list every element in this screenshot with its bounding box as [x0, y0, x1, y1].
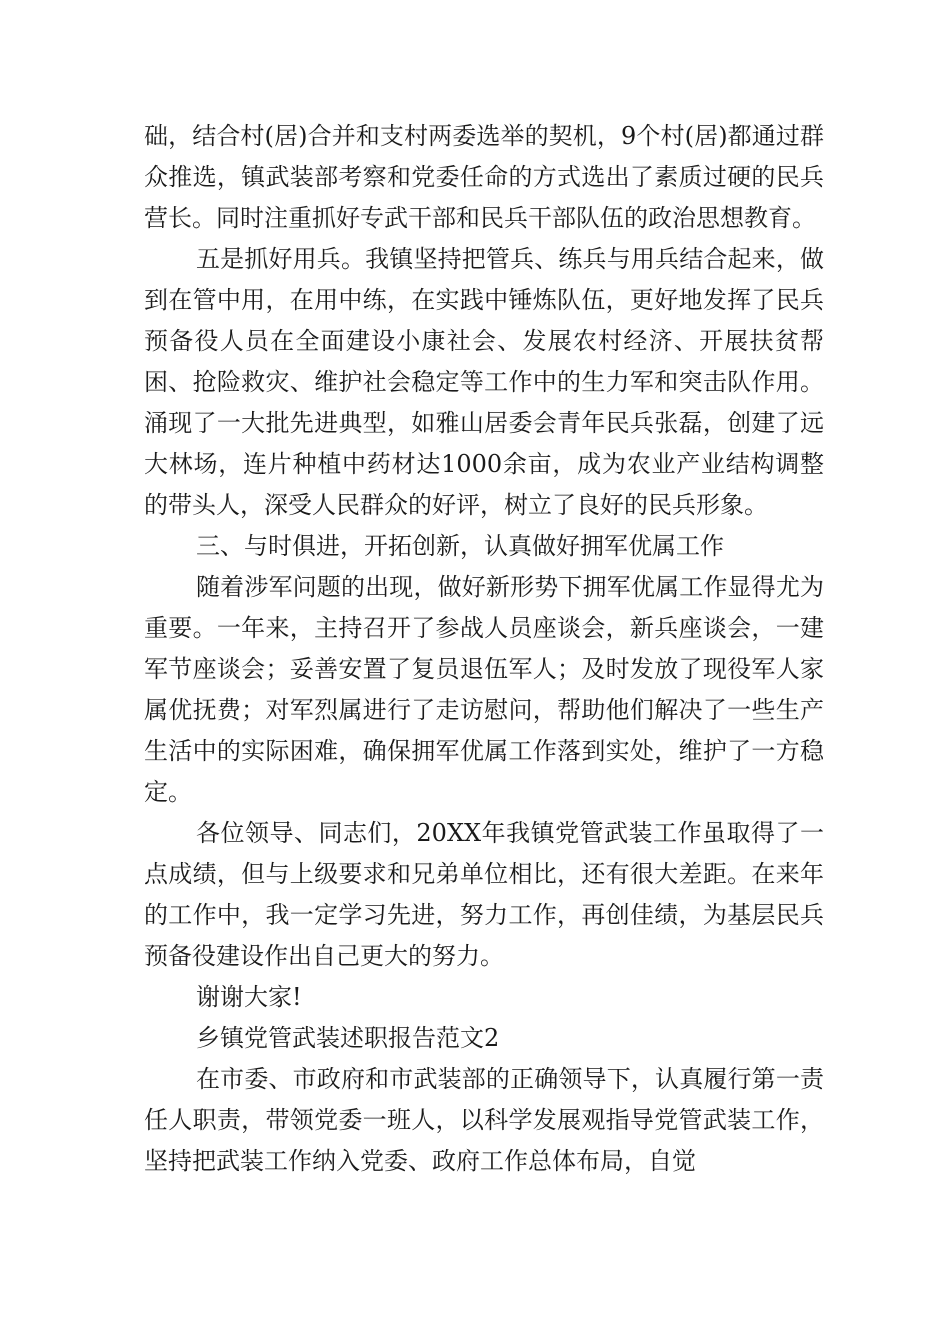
paragraph-continuation: 础，结合村(居)合并和支村两委选举的契机，9个村(居)都通过群众推选，镇武装部考察和党委任命的方式选出了素质过硬的民兵营长。同时注重抓好专武干部和民兵干部队伍的政治思想教育。: [144, 122, 824, 232]
paragraph-thanks: 谢谢大家!: [196, 983, 302, 1011]
document-body: [144, 116, 824, 1182]
paragraph-recruit-usage: 五是抓好用兵。我镇坚持把管兵、练兵与用兵结合起来，做到在管中用，在用中练，在实践中锤炼队伍，更好地发挥了民兵预备役人员在全面建设小康社会、发展农村经济、开展扶贫帮困、抢险救灾、维护社会稳定等工作中的生力军和突击队作用。涌现了一大批先进典型，如雅山居委会青年民兵张磊，创建了远大林场，连片种植中药材达1000余亩，成为农业产业结构调整的带头人，深受人民群众的好评，树立了良好的民兵形象。: [144, 245, 824, 519]
paragraph-second-report-intro: 在市委、市政府和市武装部的正确领导下，认真履行第一责任人职责，带领党委一班人，以科学发展观指导党管武装工作，坚持把武装工作纳入党委、政府工作总体布局，自觉: [144, 1065, 824, 1175]
paragraph-closing-remarks: 各位领导、同志们，20XX年我镇党管武装工作虽取得了一点成绩，但与上级要求和兄弟单位相比，还有很大差距。在来年的工作中，我一定学习先进，努力工作，再创佳绩，为基层民兵预备役建设作出自己更大的努力。: [144, 819, 824, 970]
paragraph-military-support: 随着涉军问题的出现，做好新形势下拥军优属工作显得尤为重要。一年来，主持召开了参战人员座谈会，新兵座谈会，一建军节座谈会；妥善安置了复员退伍军人；及时发放了现役军人家属优抚费；对军烈属进行了走访慰问，帮助他们解决了一些生产生活中的实际困难，确保拥军优属工作落到实处，维护了一方稳定。: [144, 573, 824, 806]
section-heading-3: 三、与时俱进，开拓创新，认真做好拥军优属工作: [196, 532, 724, 560]
document-subtitle: 乡镇党管武装述职报告范文2: [196, 1024, 500, 1052]
